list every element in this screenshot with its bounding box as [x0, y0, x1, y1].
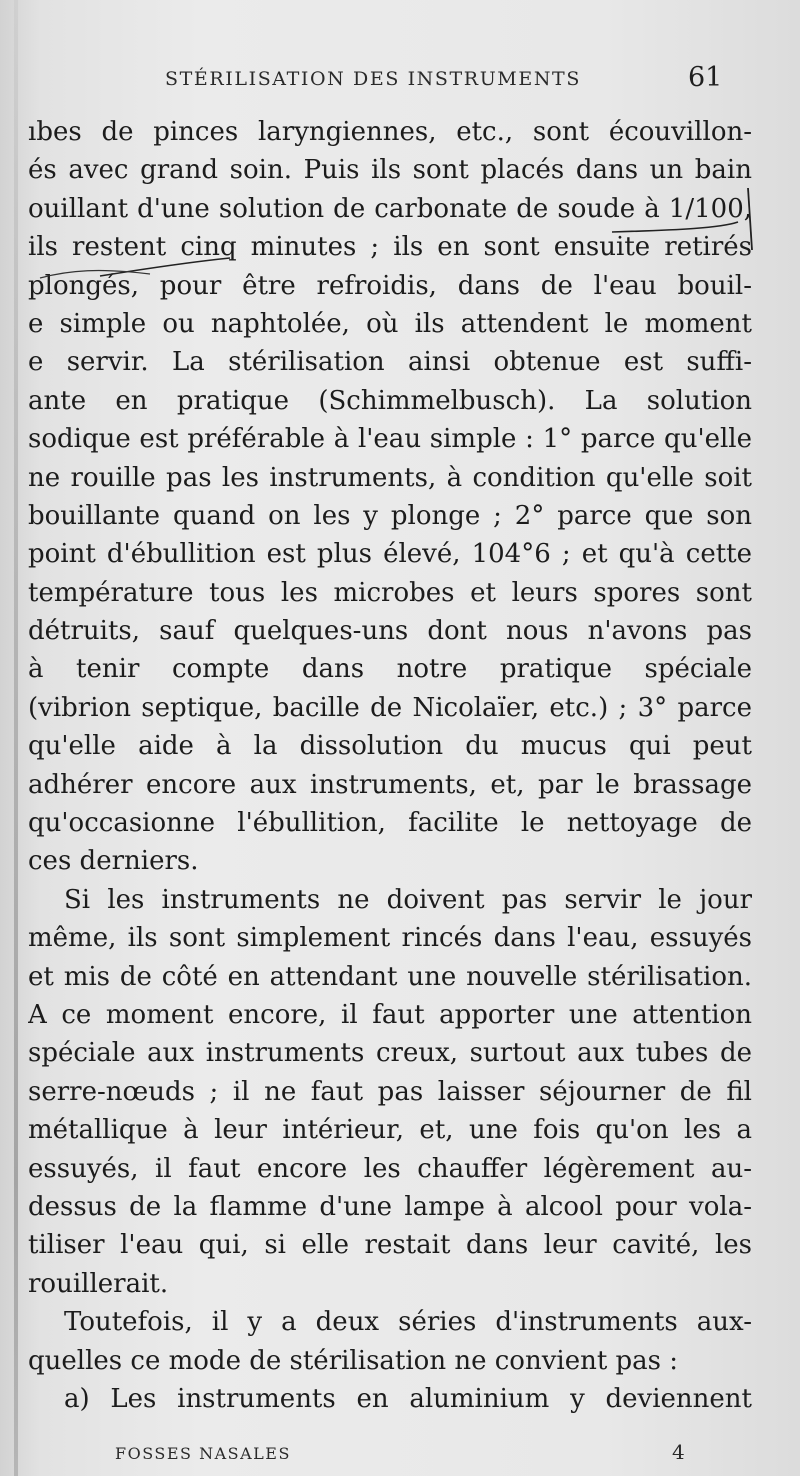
signature-mark: 4: [672, 1440, 685, 1464]
text-line: A ce moment encore, il faut apporter une attention: [28, 999, 752, 1030]
text-line: point d'ébullition est plus élevé, 104°6 ; et qu'à cette: [28, 539, 752, 570]
pen-underline-mark: [100, 258, 230, 276]
paragraph-first-line: Toutefois, il y a deux séries d'instruments aux-: [64, 1307, 752, 1338]
text-line: température tous les microbes et leurs spores sont: [28, 577, 752, 608]
text-line: quelles ce mode de stérilisation ne convient pas :: [28, 1345, 679, 1376]
text-line: rouillerait.: [28, 1268, 169, 1299]
running-title: STÉRILISATION DES INSTRUMENTS: [165, 68, 581, 90]
text-line: détruits, sauf quelques-uns dont nous n'avons pas: [28, 616, 752, 647]
page-number: 61: [688, 62, 723, 93]
handwritten-pen-marks: [0, 0, 800, 330]
pen-underline-mark: [40, 271, 150, 278]
text-line: métallique à leur intérieur, et, une fois qu'on les a: [28, 1115, 752, 1146]
text-line: ces derniers.: [28, 846, 199, 877]
text-line: (vibrion septique, bacille de Nicolaïer, etc.) ; 3° parce: [28, 692, 752, 723]
text-line: bouillante quand on les y plonge ; 2° parce que son: [28, 500, 752, 531]
text-line: qu'elle aide à la dissolution du mucus qui peut: [28, 731, 752, 762]
text-line: ne rouille pas les instruments, à condition qu'elle soit: [28, 462, 752, 493]
text-line: ouillant d'une solution de carbonate de soude à 1/100,: [28, 193, 752, 224]
text-line: à tenir compte dans notre pratique spéciale: [28, 654, 752, 685]
pen-margin-mark: [748, 188, 752, 250]
text-line: tiliser l'eau qui, si elle restait dans leur cavité, les: [28, 1230, 752, 1261]
text-line: sodique est préférable à l'eau simple : 1° parce qu'elle: [28, 424, 752, 455]
pen-underline-mark: [612, 222, 738, 232]
text-line: dessus de la flamme d'une lampe à alcool pour vola-: [28, 1191, 752, 1222]
text-line: adhérer encore aux instruments, et, par le brassage: [28, 769, 752, 800]
text-line: même, ils sont simplement rincés dans l'eau, essuyés: [28, 923, 752, 954]
text-line: a) Les instruments en aluminium y deviennent: [64, 1383, 752, 1414]
text-line: qu'occasionne l'ébullition, facilite le nettoyage de: [28, 808, 752, 839]
text-line: ante en pratique (Schimmelbusch). La solution: [28, 385, 752, 416]
text-line: et mis de côté en attendant une nouvelle stérilisation.: [28, 961, 752, 992]
signature-line: FOSSES NASALES: [115, 1444, 291, 1463]
text-line: serre-nœuds ; il ne faut pas laisser séjourner de fil: [28, 1076, 752, 1107]
text-line: e simple ou naphtolée, où ils attendent le moment: [28, 308, 752, 339]
text-line: és avec grand soin. Puis ils sont placés dans un bain: [28, 155, 752, 186]
text-line: ıbes de pinces laryngiennes, etc., sont écouvillon-: [28, 117, 752, 147]
text-line: essuyés, il faut encore les chauffer légèrement au-: [28, 1153, 752, 1184]
text-line: plongés, pour être refroidis, dans de l'eau bouil-: [28, 270, 752, 301]
text-line: e servir. La stérilisation ainsi obtenue est suffi-: [28, 347, 752, 378]
text-line: ils restent cinq minutes ; ils en sont ensuite retirés: [28, 232, 752, 263]
paragraph-first-line: Si les instruments ne doivent pas servir le jour: [64, 884, 752, 915]
text-line: spéciale aux instruments creux, surtout aux tubes de: [28, 1038, 752, 1069]
